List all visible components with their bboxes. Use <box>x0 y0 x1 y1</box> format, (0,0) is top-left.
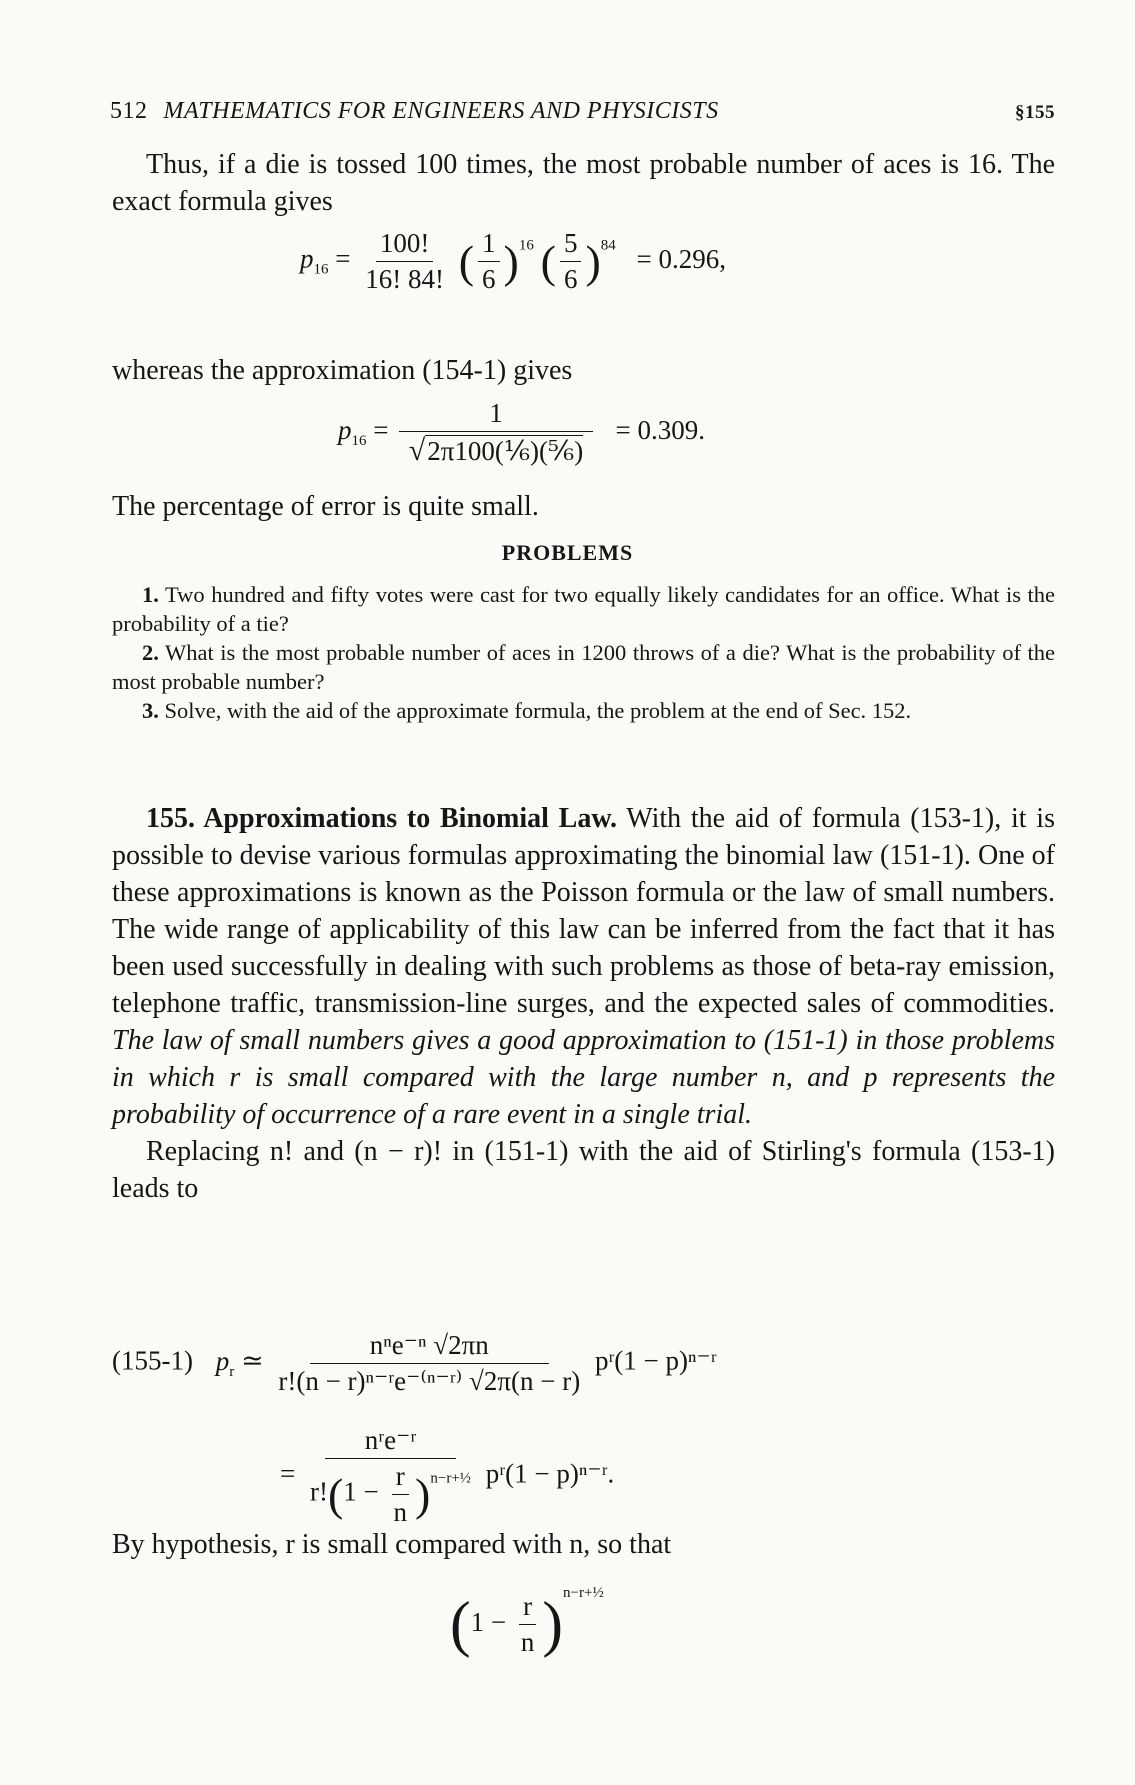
eq2-result: = 0.309. <box>615 415 705 446</box>
eq4-den-pre: r! <box>309 1476 328 1507</box>
eq3-lhs: p <box>215 1345 230 1376</box>
eq4-equals: = <box>280 1458 296 1489</box>
equation-limit-factor: (1 − $\frac{r}{n}$ )$^{n-r+\frac{1}{2}}$ <box>450 1585 604 1659</box>
eq1-factor2-num: 5 <box>560 228 582 262</box>
eq2-lhs-sub: 16 <box>351 433 367 450</box>
eq4-fraction <box>306 1425 475 1528</box>
problem-number: 2. <box>142 640 159 665</box>
eq1-factor1-den: 6 <box>482 264 496 294</box>
problem-text: Solve, with the aid of the approximate formula, the problem at the end of Sec. 152. <box>164 698 912 723</box>
section-155-paragraph <box>112 800 1055 1133</box>
equation-155-1-line2 <box>280 1425 614 1528</box>
eq1-result: = 0.296, <box>636 243 727 274</box>
section-155-text: With the aid of formula (153-1), it is possible to devise various formulas approximating the binomial law (151-1). One of these approximations is known as the Poisson formula or the law of small numbers. The wide range of applicability of this law can be inferred from the fact that it has been used successfully in dealing with such problems as those of beta-ray emission, telephone traffic, transmission-line surges, and the expected sales of commodities. <box>112 803 1055 1019</box>
eq1-factor2-den: 6 <box>563 264 578 294</box>
eq3-approx-sign: ≃ <box>240 1345 264 1376</box>
page-number: 512 <box>110 98 148 124</box>
problems-heading: PROBLEMS <box>501 540 634 565</box>
eq1-fraction <box>361 228 448 295</box>
eq1-factor2-exp: 84 <box>600 237 616 254</box>
eq4-den-exp: n−r+½ <box>430 1470 472 1487</box>
eq3-numerator: nⁿe⁻ⁿ √2πn <box>310 1330 549 1364</box>
eq1-numerator: 100! <box>376 228 434 262</box>
problem-item <box>112 638 1055 696</box>
eq-label: (155-1) <box>112 1345 193 1376</box>
eq4-inner-den: n <box>393 1497 408 1527</box>
intro-paragraph-block <box>112 146 1055 220</box>
eq2-lhs: p <box>338 415 352 446</box>
section-155-italic-statement: The law of small numbers gives a good approximation to (151-1) in those problems in which r is small compared with the large number n, and p represents the probability of occurrence of a rare event in a single trial. <box>112 1025 1055 1130</box>
problem-number: 3. <box>142 698 159 723</box>
hypothesis-block <box>112 1526 1055 1563</box>
problem-text: Two hundred and fifty votes were cast for two equally likely candidates for an office. What is the probability of a tie? <box>112 582 1056 636</box>
eq5-fraction <box>517 1591 539 1658</box>
eq2-fraction <box>399 398 593 468</box>
hypothesis-paragraph: By hypothesis, r is small compared with n, so that <box>112 1529 672 1560</box>
running-title: MATHEMATICS FOR ENGINEERS AND PHYSICISTS <box>163 98 719 124</box>
running-header <box>110 98 1055 125</box>
eq1-factor1 <box>478 228 500 295</box>
problem-text: What is the most probable number of aces in 1200 throws of a die? What is the probability of the most probable number? <box>112 640 1055 694</box>
eq3-fraction <box>274 1330 584 1397</box>
section-155-heading: 155. Approximations to Binomial Law. <box>146 803 618 834</box>
eq1-factor1-num: 1 <box>478 228 500 262</box>
eq2-numerator: 1 <box>399 398 593 432</box>
eq3-denominator: r!(n − r)ⁿ⁻ʳe⁻⁽ⁿ⁻ʳ⁾ √2π(n − r) <box>278 1366 581 1396</box>
eq2-denominator-wrap: √2π100(⅙)(⅚) <box>408 434 584 467</box>
eq4-denominator: r!(1 − $\frac{r}{n}$ )$^{n-r+\frac{1}{2}}$ <box>309 1461 472 1527</box>
approx-intro: whereas the approximation (154-1) gives <box>112 355 573 386</box>
eq3-tail: pʳ(1 − p)ⁿ⁻ʳ <box>594 1345 717 1376</box>
equation-155-1 <box>112 1330 717 1397</box>
equation-approx: $p_{16}$ = $\frac{1}{\text{√2π100(⅙)(⅚)}}$ = 0.309. <box>338 398 705 467</box>
eq4-numerator: nʳe⁻ʳ <box>325 1425 456 1459</box>
equation-exact: $p_{16}$ = $\frac{100!}{16! 84!}$ ( $\frac{1}{6}$ )$^{16}$ ( $\frac{5}{6}$ )$^{84}$ = 0.296, <box>300 228 727 294</box>
problem-item <box>112 580 1055 638</box>
eq1-lhs: p <box>300 243 314 274</box>
section-155-body <box>112 800 1055 1207</box>
eq1-factor1-exp: 16 <box>518 237 534 254</box>
eq1-factor2 <box>560 228 582 295</box>
eq5-exp: n−r+½ <box>563 1585 604 1601</box>
eq5-num: r <box>519 1591 536 1625</box>
eq4-tail: pʳ(1 − p)ⁿ⁻ʳ. <box>485 1458 615 1489</box>
eq2-denominator: 2π100(⅙)(⅚) <box>427 436 584 466</box>
approx-intro-block <box>112 352 1055 389</box>
eq4-inner-num: r <box>392 1461 409 1495</box>
error-remark: The percentage of error is quite small. <box>112 491 539 522</box>
eq1-lhs-sub: 16 <box>313 261 329 278</box>
eq3-lhs-sub: r <box>229 1363 235 1380</box>
intro-paragraph: Thus, if a die is tossed 100 times, the most probable number of aces is 16. The exact formula gives <box>112 149 1055 217</box>
problem-number: 1. <box>142 582 159 607</box>
section-marker: §155 <box>1015 102 1055 123</box>
problem-item <box>112 696 1055 725</box>
eq5-den: n <box>520 1627 535 1658</box>
error-remark-block <box>112 488 1055 525</box>
stirling-paragraph: Replacing n! and (n − r)! in (151-1) with the aid of Stirling's formula (153-1) leads to <box>112 1136 1055 1204</box>
eq1-denominator: 16! 84! <box>365 264 444 294</box>
problems-list <box>112 580 1055 725</box>
